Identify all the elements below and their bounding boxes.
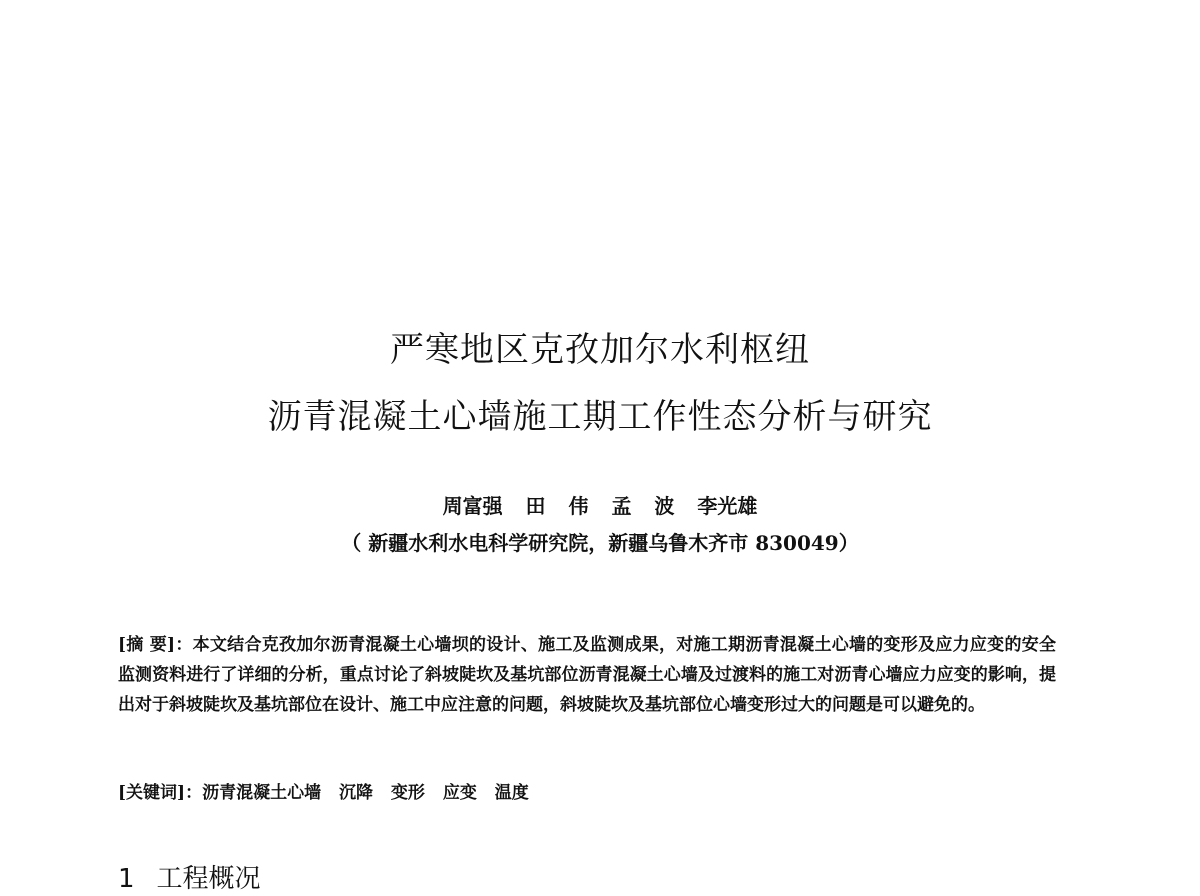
section-title: 工程概况 (156, 864, 261, 894)
section-number: 1 (118, 864, 135, 894)
paper-title-line-2: 沥青混凝土心墙施工期工作性态分析与研究 (267, 397, 933, 437)
author-affiliation: （ 新疆水利水电科学研究院，新疆乌鲁木齐市 830049） (341, 531, 859, 555)
abstract (118, 630, 1056, 720)
keywords-label: [关键词]： (118, 783, 203, 803)
abstract-label: [摘 要]： (118, 635, 193, 655)
author-list: 周富强 田 伟 孟 波 李光雄 (442, 494, 758, 518)
keywords (118, 778, 1056, 808)
abstract-text: 本文结合克孜加尔沥青混凝土心墙坝的设计、施工及监测成果，对施工期沥青混凝土心墙的变形及应力应变的安全监测资料进行了详细的分析，重点讨论了斜坡陡坎及基坑部位沥青混凝土心墙及过渡料的施工对沥青心墙应力应变的影响，提出对于斜坡陡坎及基坑部位在设计、施工中应注意的问题，斜坡陡坎及基坑部位心墙变形过大的问题是可以避免的。 (118, 635, 1056, 715)
paper-title-line-1: 严寒地区克孜加尔水利枢纽 (390, 330, 810, 370)
keywords-text: 沥青混凝土心墙 沉降 变形 应变 温度 (202, 783, 529, 803)
section-heading (118, 862, 261, 896)
